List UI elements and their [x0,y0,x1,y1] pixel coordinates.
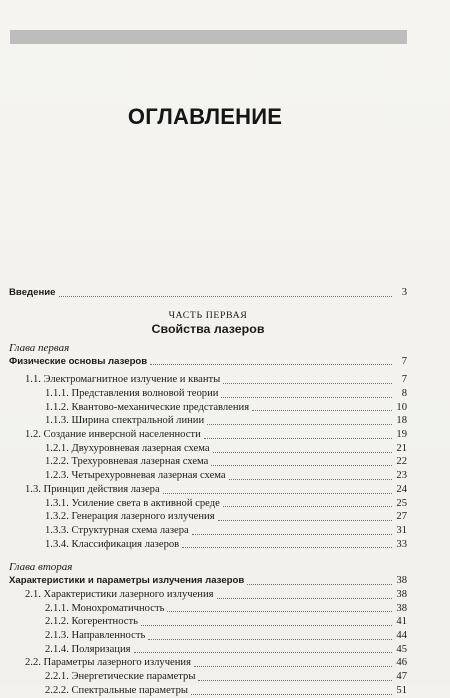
toc-entry-subsection[interactable] [9,510,407,524]
toc-entry-label: 2.1.1. Монохроматичность [45,602,165,614]
toc-entry-label: 1.3.2. Генерация лазерного излучения [45,511,215,523]
toc-page-number: 23 [396,470,407,482]
toc-entry-subsection[interactable] [9,469,407,483]
toc-page-number: 38 [396,575,407,587]
toc-page-number: 51 [396,684,407,696]
toc-entry-subsection[interactable] [9,401,407,415]
toc-page-number: 31 [396,524,407,536]
toc-entry-label: 1.3.1. Усиление света в активной среде [45,497,220,509]
part-title: Свойства лазеров [151,321,265,336]
toc-page-number: 38 [396,602,407,614]
toc-entry-chapter[interactable] [9,574,407,588]
toc-page-number: 3 [401,286,407,298]
toc-entry-intro[interactable] [9,286,407,300]
top-band-decoration [10,30,407,44]
toc-entry-label: 1.1.2. Квантово-механические представления [45,401,250,413]
dot-leader [163,493,392,494]
toc-entry-section[interactable] [9,428,407,442]
toc-entry-label: Физические основы лазеров [9,355,148,367]
chapter-label: Глава вторая [9,561,73,574]
toc-entry-subsection[interactable] [9,538,407,552]
toc-page-number: 44 [396,630,407,642]
dot-leader [213,452,392,453]
dot-leader [194,666,392,667]
toc-entry-label: 1.2. Создание инверсной населенности [25,429,201,441]
toc-page-number: 7 [401,374,407,386]
dot-leader [204,438,392,439]
toc-entry-subsection[interactable] [9,643,407,657]
toc-entry-subsection[interactable] [9,524,407,538]
page-title: ОГЛАВЛЕНИЕ [127,104,283,129]
dot-leader [207,424,392,425]
toc-entry-label: 1.2.2. Трехуровневая лазерная схема [45,456,209,468]
dot-leader [229,479,392,480]
toc-entry-label: 1.3.3. Структурная схема лазера [45,524,189,536]
toc-page-number: 19 [396,429,407,441]
toc-page-number: 45 [396,643,407,655]
toc-entry-section[interactable] [9,483,407,497]
toc-entry-subsection[interactable] [9,387,407,401]
toc-entry-subsection[interactable] [9,456,407,470]
toc-page-number: 46 [396,657,407,669]
toc-page-number: 7 [401,355,407,367]
toc-entry-label: 1.3. Принцип действия лазера [25,483,160,495]
dot-leader [148,639,392,640]
toc-entry-label: 1.1.1. Представления волновой теории [45,388,219,400]
dot-leader [59,296,393,297]
dot-leader [141,625,392,626]
toc-entry-subsection[interactable] [9,684,407,698]
toc-page-number: 22 [396,456,407,468]
toc-page-number: 18 [396,415,407,427]
dot-leader [211,465,392,466]
toc-page-number: 10 [396,401,407,413]
toc-entry-label: 2.2. Параметры лазерного излучения [25,657,191,669]
toc-page-number: 8 [401,388,407,400]
toc-page-number: 27 [396,511,407,523]
toc-entry-label: 2.1.3. Направленность [45,630,146,642]
toc-entry-label: 1.1. Электромагнитное излучение и кванты [25,374,221,386]
table-of-contents [9,286,407,698]
toc-entry-label: 2.1. Характеристики лазерного излучения [25,588,214,600]
dot-leader [167,611,392,612]
toc-entry-subsection[interactable] [9,497,407,511]
toc-entry-label: 2.1.4. Поляризация [45,643,131,655]
toc-page-number: 24 [396,483,407,495]
dot-leader [192,534,392,535]
toc-page-number: 47 [396,671,407,683]
toc-entry-section[interactable] [9,588,407,602]
dot-leader [252,410,392,411]
toc-entry-subsection[interactable] [9,414,407,428]
toc-page-number: 38 [396,588,407,600]
toc-entry-label: Введение [9,286,56,298]
toc-entry-chapter[interactable] [9,355,407,369]
toc-entry-subsection[interactable] [9,629,407,643]
toc-entry-label: 1.2.1. Двухуровневая лазерная схема [45,442,210,454]
toc-page-number: 25 [396,497,407,509]
toc-entry-subsection[interactable] [9,442,407,456]
dot-leader [217,598,392,599]
chapter-label: Глава первая [9,341,70,354]
toc-page-number: 33 [396,538,407,550]
part-label: ЧАСТЬ ПЕРВАЯ [168,309,248,321]
toc-entry-section[interactable] [9,373,407,387]
toc-entry-label: 2.2.2. Спектральные параметры [45,684,188,696]
toc-entry-label: 1.2.3. Четырехуровневая лазерная схема [45,470,226,482]
dot-leader [221,397,392,398]
dot-leader [134,652,392,653]
dot-leader [223,383,392,384]
dot-leader [247,584,392,585]
toc-entry-label: Характеристики и параметры излучения лазеров [9,575,245,587]
toc-page-number: 41 [396,616,407,628]
toc-entry-subsection[interactable] [9,670,407,684]
toc-entry-label: 2.1.2. Когерентность [45,616,138,628]
dot-leader [218,520,392,521]
toc-entry-label: 1.1.3. Ширина спектральной линии [45,415,205,427]
dot-leader [198,680,392,681]
toc-page-number: 21 [396,442,407,454]
dot-leader [150,364,392,365]
dot-leader [182,547,392,548]
toc-entry-subsection[interactable] [9,602,407,616]
toc-entry-subsection[interactable] [9,615,407,629]
dot-leader [191,694,392,695]
toc-entry-label: 1.3.4. Классификация лазеров [45,538,180,550]
toc-entry-label: 2.2.1. Энергетические параметры [45,671,196,683]
toc-entry-section[interactable] [9,656,407,670]
dot-leader [223,506,392,507]
